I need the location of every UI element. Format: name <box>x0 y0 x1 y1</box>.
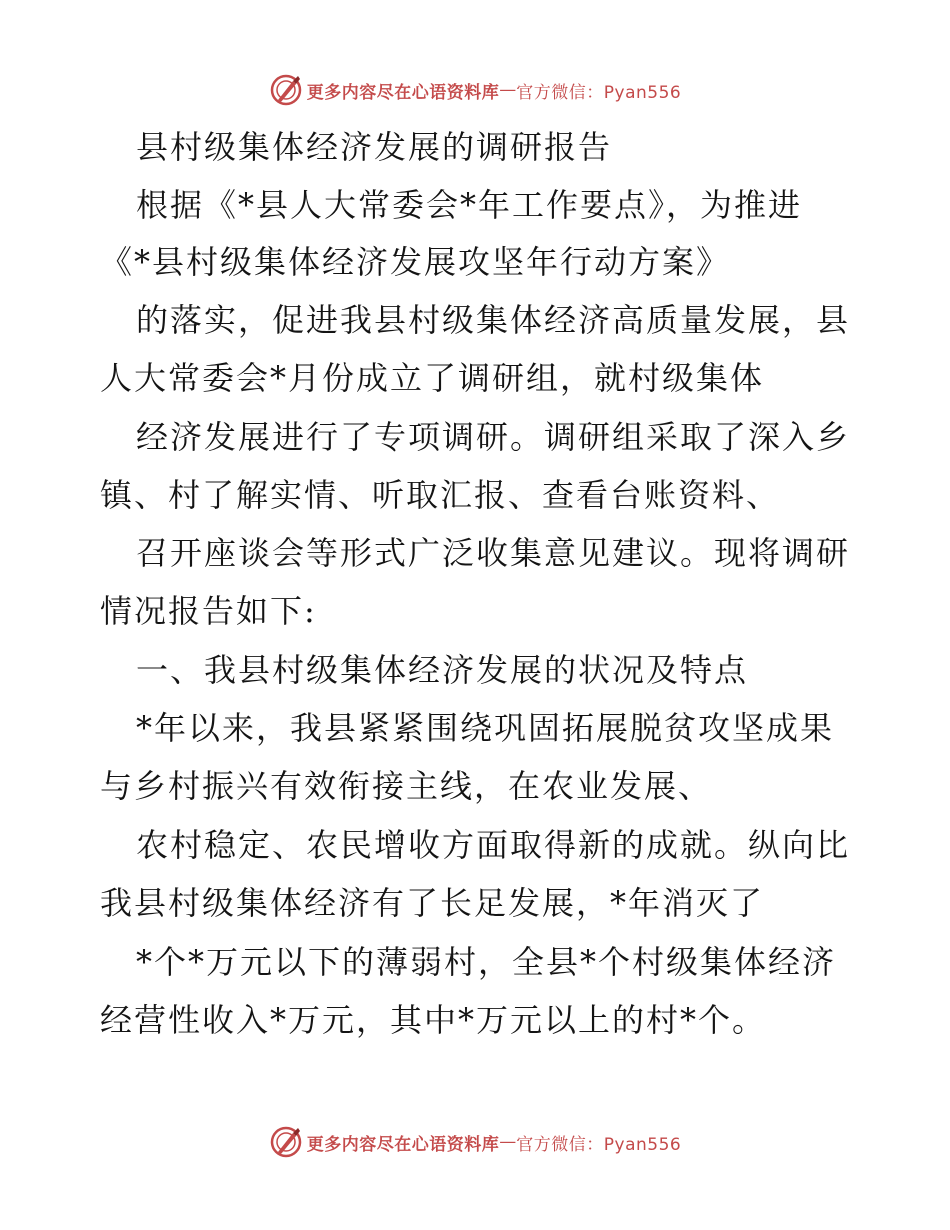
text-line: 召开座谈会等形式广泛收集意见建议。现将调研 <box>136 534 851 572</box>
text-line: 经济发展进行了专项调研。调研组采取了深入乡 <box>136 418 851 456</box>
text-line: 与乡村振兴有效衔接主线，在农业发展、 <box>100 767 713 805</box>
text-line: 的落实，促进我县村级集体经济高质量发展，县 <box>136 301 851 339</box>
watermark-main-text: 更多内容尽在心语资料库 <box>306 82 500 103</box>
pen-logo-icon <box>269 1125 303 1159</box>
text-line: *年以来，我县紧紧围绕巩固拓展脱贫攻坚成果 <box>136 709 835 747</box>
text-line: 我县村级集体经济有了长足发展，*年消灭了 <box>100 884 765 922</box>
text-line: 经营性收入*万元，其中*万元以上的村*个。 <box>100 1001 767 1039</box>
pen-logo-icon <box>269 73 303 107</box>
text-line: 农村稳定、农民增收方面取得新的成就。纵向比 <box>136 826 851 864</box>
footer-watermark <box>0 1122 950 1162</box>
section-heading: 一、我县村级集体经济发展的状况及特点 <box>136 651 749 689</box>
watermark-contact-text: 官方微信：Pyan556 <box>516 1134 682 1155</box>
text-line: *个*万元以下的薄弱村，全县*个村级集体经济 <box>136 943 837 981</box>
watermark-main-text: 更多内容尽在心语资料库 <box>306 1134 500 1155</box>
text-line: 《*县村级集体经济发展攻坚年行动方案》 <box>100 243 731 281</box>
text-line: 情况报告如下: <box>100 592 317 630</box>
text-line: 根据《*县人大常委会*年工作要点》，为推进 <box>136 186 803 224</box>
document-title: 县村级集体经济发展的调研报告 <box>136 128 613 166</box>
watermark-dash: — <box>499 80 517 100</box>
watermark-contact-text: 官方微信：Pyan556 <box>516 82 682 103</box>
text-line: 人大常委会*月份成立了调研组，就村级集体 <box>100 359 765 397</box>
text-line: 镇、村了解实情、听取汇报、查看台账资料、 <box>100 476 781 514</box>
header-watermark <box>0 70 950 110</box>
watermark-dash: — <box>499 1132 517 1152</box>
